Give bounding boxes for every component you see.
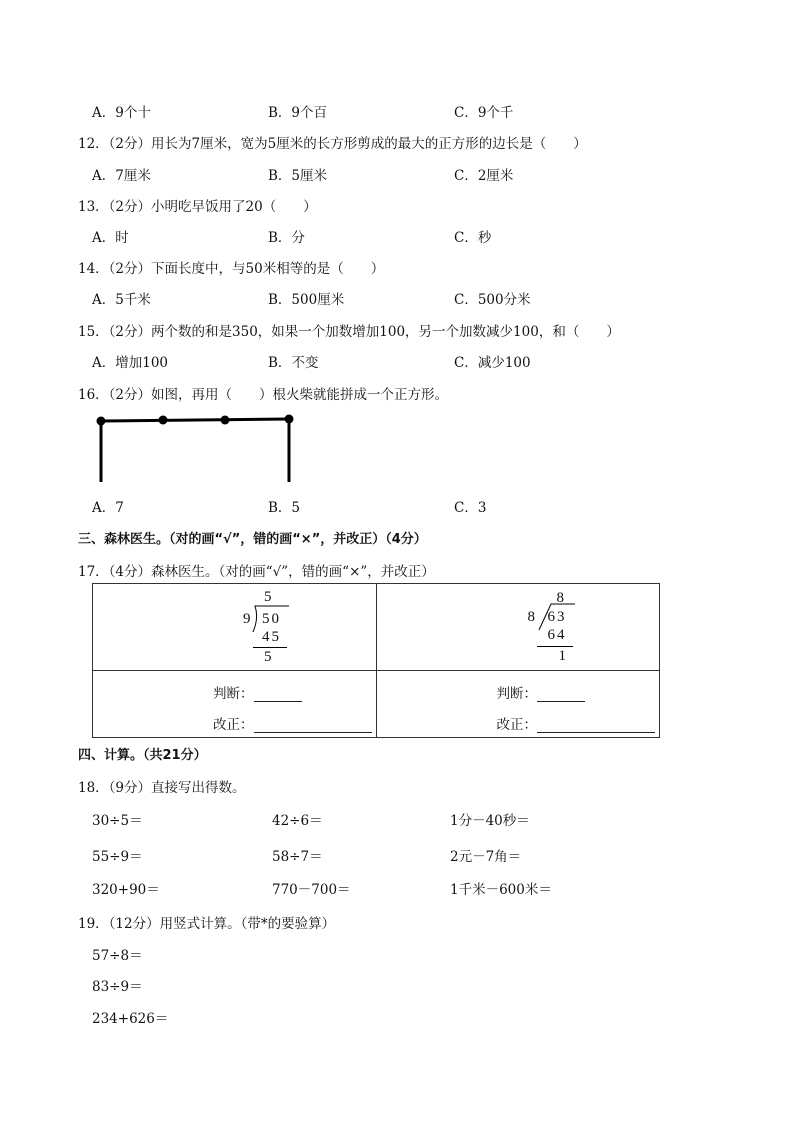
- q18-r2-c1: 55÷9＝: [92, 849, 143, 865]
- q14-option-a: A．5千米: [92, 292, 151, 308]
- q19-item-2: 83÷9＝: [92, 979, 143, 995]
- left-quotient: 5: [264, 589, 272, 605]
- q17-left-answer-cell: [93, 671, 377, 738]
- right-quotient: 8: [556, 590, 564, 606]
- q18-stem: 18．（9分）直接写出得数。: [78, 780, 246, 796]
- q17-table: [92, 583, 660, 738]
- right-judge-blank[interactable]: [537, 687, 585, 702]
- q18-r1-c3: 1分－40秒＝: [450, 813, 530, 829]
- q11-option-c: C．9个千: [454, 105, 514, 121]
- q16-option-b: B．5: [268, 500, 301, 516]
- right-correct-blank[interactable]: [537, 718, 655, 733]
- right-long-division: [377, 584, 661, 671]
- left-divisor: 9: [243, 611, 251, 627]
- left-dividend: 50: [262, 611, 281, 627]
- q12-option-b: B．5厘米: [268, 168, 328, 184]
- q18-r2-c2: 58÷7＝: [272, 849, 323, 865]
- q18-r3-c2: 770－700＝: [272, 882, 351, 898]
- q17-stem: 17．（4分）森林医生。（对的画“√”，错的画“×”，并改正）: [78, 564, 435, 580]
- q13-option-a: A．时: [92, 230, 129, 246]
- right-subtraction-line: [537, 646, 573, 647]
- q18-r3-c3: 1千米－600米＝: [450, 882, 552, 898]
- left-product: 45: [262, 629, 281, 645]
- q13-option-b: B．分: [268, 230, 305, 246]
- left-judge-label: 判断：: [213, 686, 254, 702]
- q19-item-1: 57÷8＝: [92, 948, 143, 964]
- q15-stem: 15．（2分）两个数的和是350，如果一个加数增加100，另一个加数减少100，和（ ）: [78, 324, 620, 340]
- q12-option-a: A．7厘米: [92, 168, 151, 184]
- q15-option-a: A．增加100: [92, 355, 169, 371]
- q13-option-c: C．秒: [454, 230, 492, 246]
- q18-r3-c1: 320+90＝: [92, 882, 160, 898]
- q11-option-a: A．9个十: [92, 105, 151, 121]
- section4-title: 四、计算。（共21分）: [78, 748, 207, 763]
- right-judge-label: 判断：: [496, 686, 537, 702]
- q15-option-b: B．不变: [268, 355, 319, 371]
- q14-option-b: B．500厘米: [268, 292, 345, 308]
- left-subtraction-line: [253, 647, 287, 648]
- q19-item-3: 234+626＝: [92, 1011, 169, 1027]
- q13-stem: 13．（2分）小明吃早饭用了20（ ）: [78, 199, 317, 215]
- q12-stem: 12．（2分）用长为7厘米，宽为5厘米的长方形剪成的最大的正方形的边长是（ ）: [78, 136, 587, 152]
- left-correct-blank[interactable]: [254, 718, 372, 733]
- right-correct-label: 改正：: [496, 717, 537, 733]
- q17-right-division-cell: [376, 584, 660, 671]
- right-product: 64: [547, 627, 567, 643]
- q18-r2-c3: 2元－7角＝: [450, 849, 522, 865]
- q18-r1-c2: 42÷6＝: [272, 813, 323, 829]
- q14-stem: 14．（2分）下面长度中，与50米相等的是（ ）: [78, 261, 385, 277]
- matchstick-figure: [92, 410, 302, 488]
- q11-option-b: B．9个百: [268, 105, 328, 121]
- left-judge-blank[interactable]: [254, 687, 302, 702]
- right-dividend: 63: [547, 609, 567, 625]
- q19-stem: 19．（12分）用竖式计算。（带*的要验算）: [78, 916, 336, 932]
- left-remainder: 5: [264, 649, 272, 665]
- q18-r1-c1: 30÷5＝: [92, 813, 143, 829]
- q17-right-answer-cell: [376, 671, 660, 738]
- q12-option-c: C．2厘米: [454, 168, 514, 184]
- q15-option-c: C．减少100: [454, 355, 531, 371]
- q14-option-c: C．500分米: [454, 292, 531, 308]
- q17-left-division-cell: [93, 584, 377, 671]
- q16-option-c: C．3: [454, 500, 487, 516]
- left-long-division: [93, 584, 377, 671]
- left-correct-label: 改正：: [213, 717, 254, 733]
- section3-title: 三、森林医生。（对的画“√”，错的画“×”，并改正）（4分）: [78, 532, 427, 547]
- right-remainder: 1: [558, 648, 566, 664]
- right-divisor: 8: [527, 609, 535, 625]
- q16-option-a: A．7: [92, 500, 124, 516]
- q16-stem: 16．（2分）如图，再用（ ）根火柴就能拼成一个正方形。: [78, 387, 449, 403]
